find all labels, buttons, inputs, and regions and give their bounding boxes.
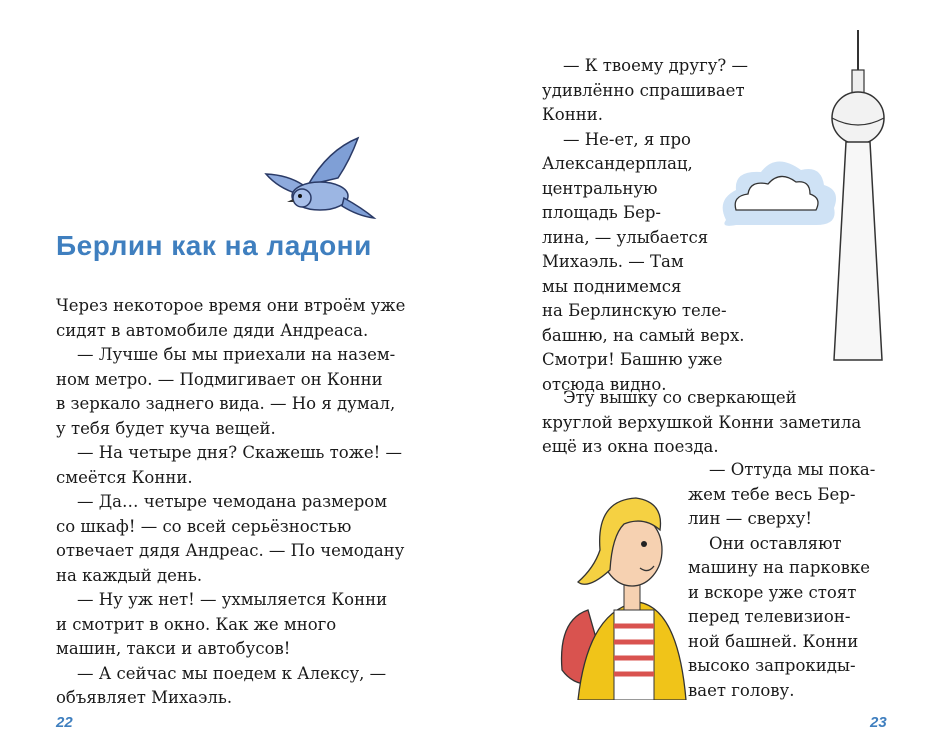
page-number: 22 [56, 714, 73, 731]
girl-illustration [548, 470, 698, 700]
pigeon-illustration [258, 130, 388, 230]
chapter-title: Берлин как на ладони [56, 230, 372, 261]
right-page [470, 0, 940, 752]
body-text-top: — К твоему другу? — удивлённо спрашивает Конни. — Не-ет, я про Александерплац, центральную площадь Бер- лина, — улыбается Михаэль. — Там мы поднимемся на Берлинскую теле- башню, на самый верх. Смотри! Башню уже отсюда видно. [542, 56, 749, 394]
body-text-middle: Эту вышку со сверкающей круглой верхушкой Конни заметила ещё из окна поезда. [542, 388, 862, 456]
body-text-bottom: — Оттуда мы пока- жем тебе весь Бер- лин — сверху! Они оставляют машину на парковке и вскоре уже стоят перед телевизион- ной башней. Конни высоко запрокиды- вает голову. [688, 460, 876, 700]
body-text: Через некоторое время они втроём уже сидят в автомобиле дяди Андреаса. — Лучше бы мы приехали на назем- ном метро. — Подмигивает он Конни в зеркало заднего вида. — Но я думал, у тебя будет куча вещей. — На четыре дня? Скажешь тоже! — смеётся Конни. — Да… четыре чемодана размером со шкаф! — со всей серьёзностью отвечает дядя Андреас. — По чемодану на каждый день. — Ну уж нет! — ухмыляется Конни и смотрит в окно. Как же много машин, такси и автобусов! — А сейчас мы поедем к Алексу, — объявляет Михаэль. [56, 296, 406, 707]
page-number: 23 [870, 714, 887, 731]
